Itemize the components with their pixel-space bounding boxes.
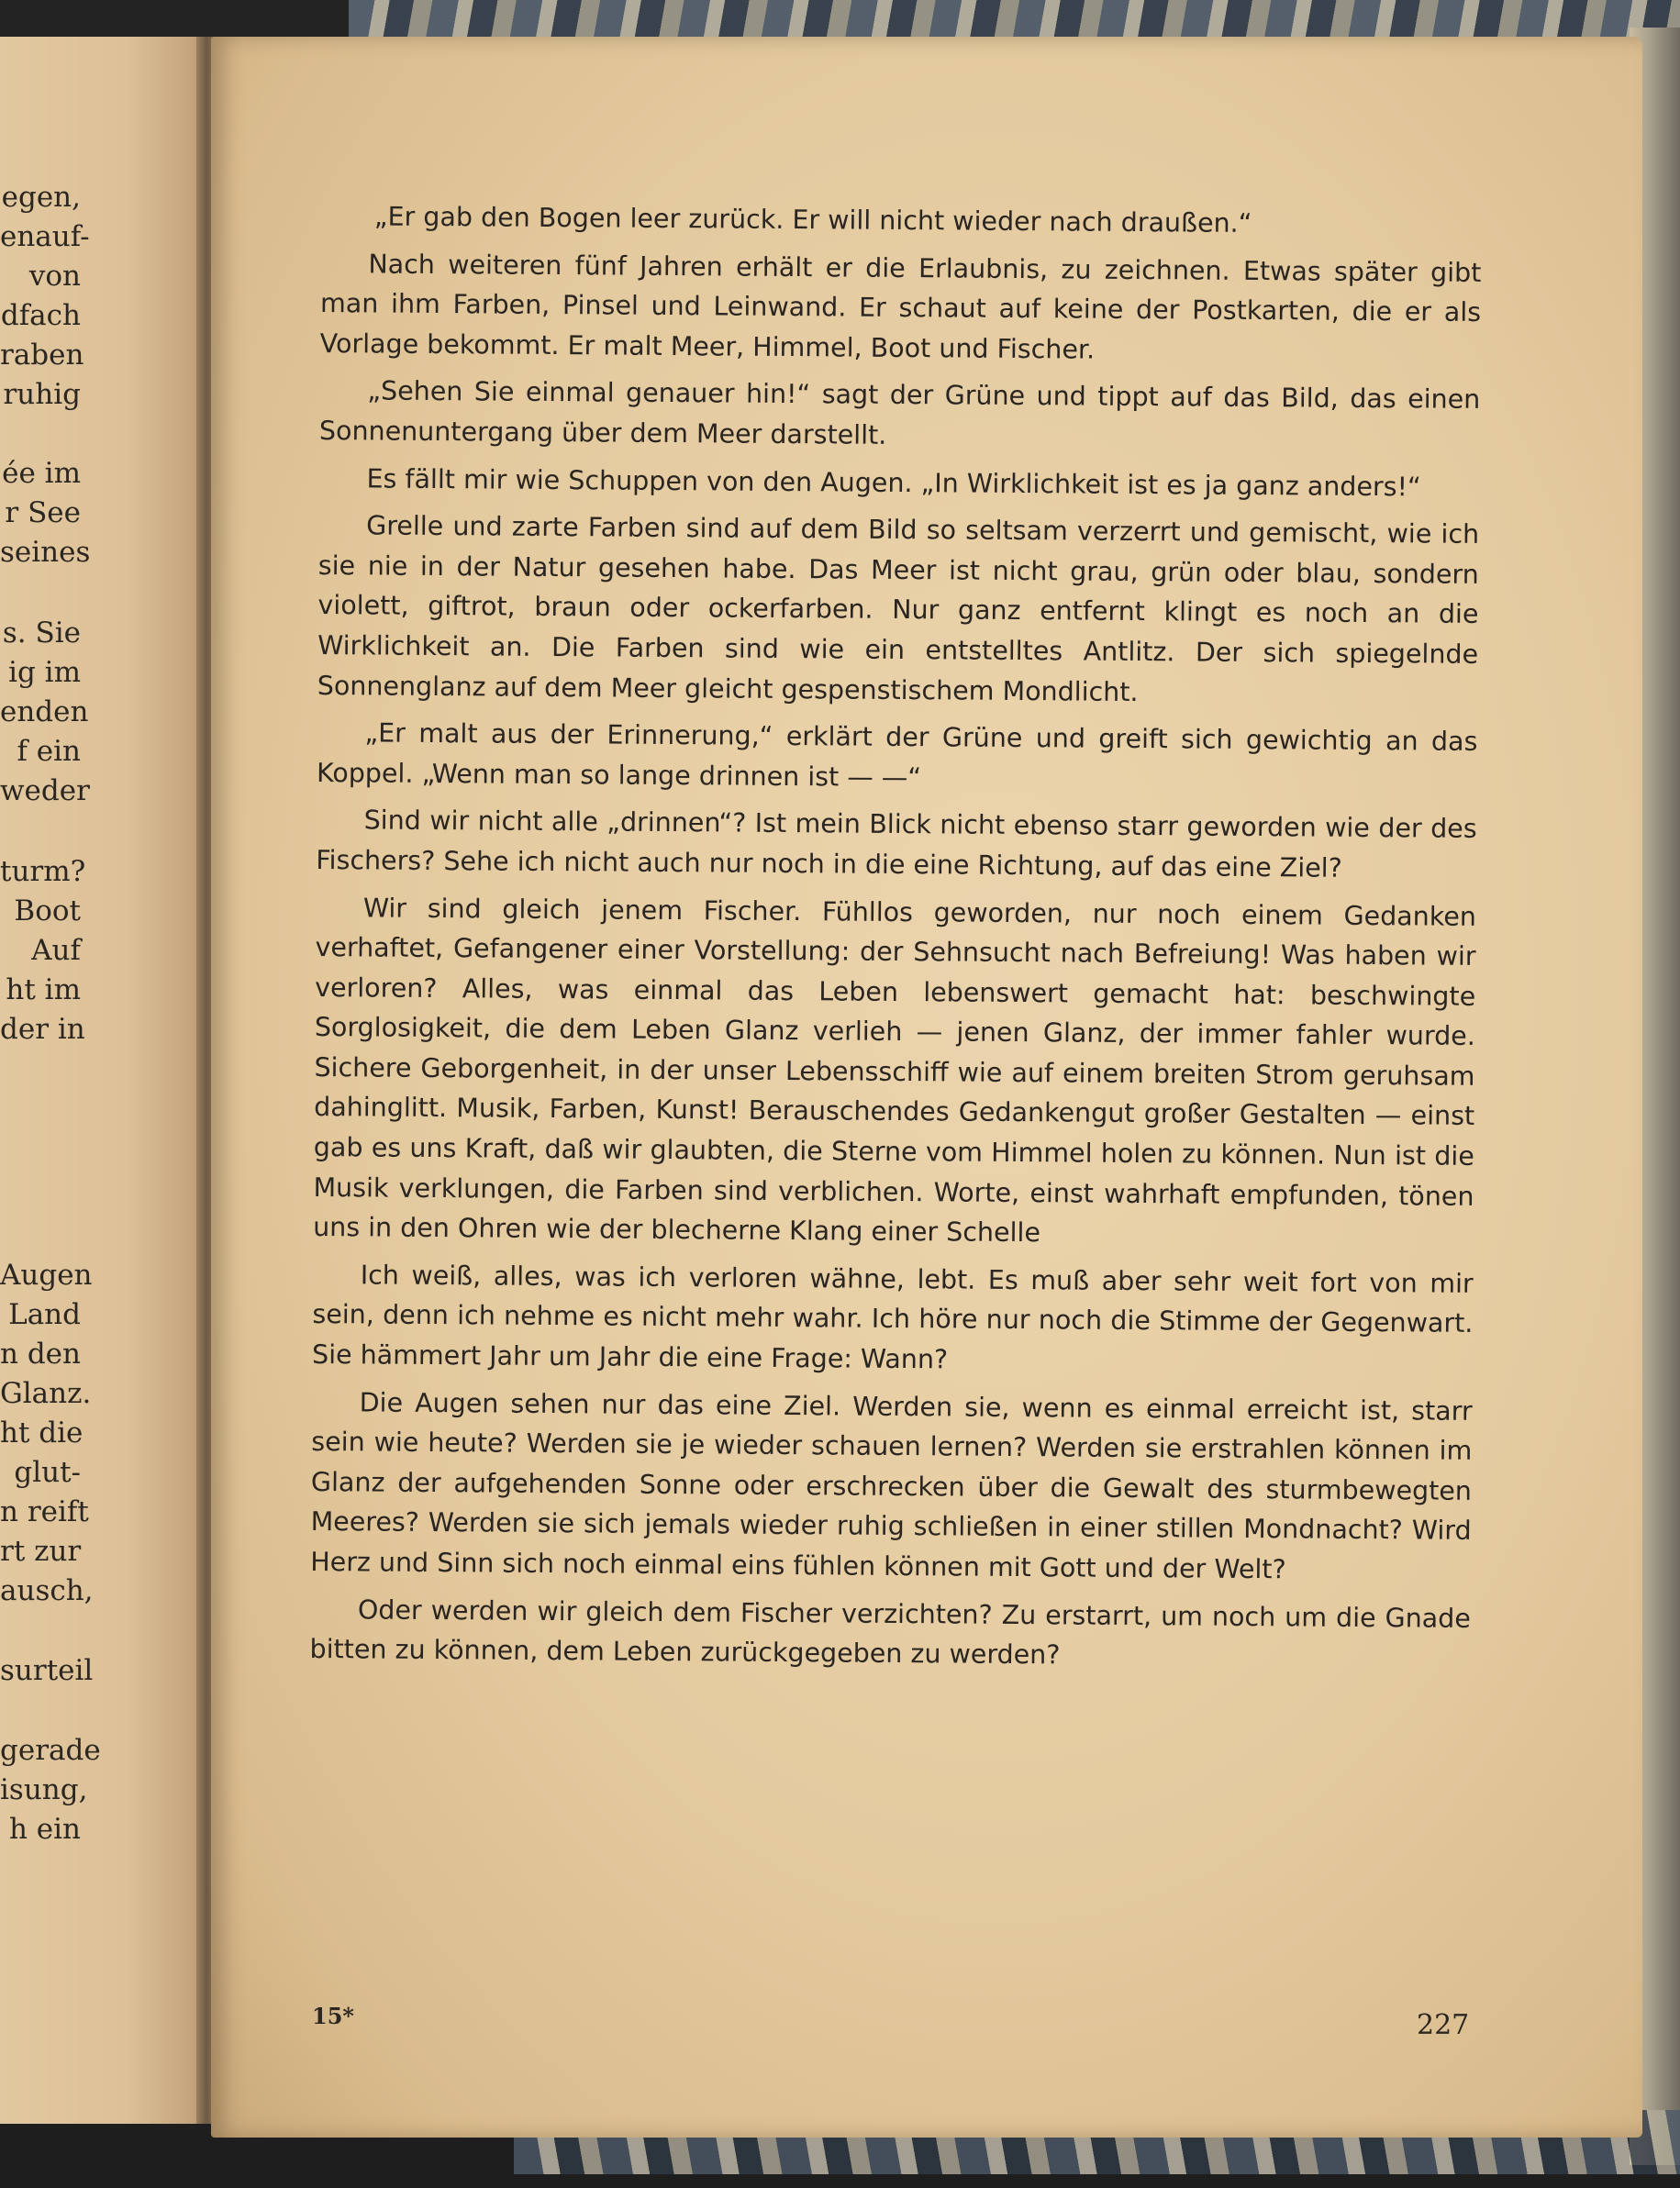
left-page-line: egen,: [1, 181, 81, 214]
left-page-line: ig im: [8, 656, 81, 689]
paragraph: „Er gab den Bogen leer zurück. Er will nicht wieder nach draußen.“: [373, 201, 1252, 239]
left-page-line: enauf-: [0, 220, 90, 253]
left-page-line: isung,: [0, 1773, 88, 1806]
left-page-line: rt zur: [0, 1535, 82, 1568]
left-page-line: ruhig: [3, 378, 81, 411]
paragraph: „Sehen Sie einmal genauer hin!“ sagt der Grüne und tippt auf das Bild, das einen Sonnenuntergang über dem Meer darstellt.: [318, 375, 1481, 450]
left-page-line: Auf: [31, 934, 81, 967]
paragraph: Grelle und zarte Farben sind auf dem Bild so seltsam verzerrt und gemischt, wie ich sie nie in der Natur gesehen habe. Das Meer ist nicht grau, grün oder blau, sondern violett, giftrot, braun oder ockerfarben. Nur ganz entfernt klingt es noch an die Wirklichkeit an. Die Farben sind wie ein entstelltes Antlitz. Der sich spiegelnde Sonnenglanz auf dem Meer gleicht gespenstischem Mondlicht.: [317, 510, 1480, 707]
left-page-line: dfach: [0, 299, 81, 332]
left-page-line: seines: [0, 536, 91, 569]
left-page-line: ht im: [6, 973, 81, 1006]
left-page-line: raben: [0, 339, 84, 372]
left-page-line: gerade: [0, 1734, 101, 1767]
left-page-line: n reift: [0, 1495, 89, 1528]
left-page-line: Boot: [14, 894, 81, 927]
left-page-line: weder: [0, 774, 90, 807]
left-page-line: glut-: [14, 1456, 81, 1489]
page-body-text: [309, 196, 1482, 1686]
paragraph: Sind wir nicht alle „drinnen“? Ist mein Blick nicht ebenso starr geworden wie der des Fischers? Sehe ich nicht auch nur noch in die eine Richtung, auf das eine Ziel?: [316, 805, 1477, 883]
left-page-line: Land: [8, 1298, 81, 1331]
left-page-line: f ein: [17, 735, 81, 768]
left-page: [0, 37, 213, 2124]
page-number: 227: [1417, 2009, 1470, 2041]
left-page-line: ht die: [0, 1416, 83, 1449]
paragraph: Oder werden wir gleich dem Fischer verzichten? Zu erstarrt, um noch um die Gnade bitten zu können, dem Leben zurückgegeben zu werden?: [309, 1594, 1471, 1671]
left-page-line: ausch,: [0, 1574, 94, 1607]
left-page-line: h ein: [8, 1813, 81, 1846]
left-page-line: von: [28, 260, 81, 293]
left-page-line: der in: [0, 1013, 85, 1046]
left-page-line: enden: [0, 695, 89, 728]
left-page-line: r See: [5, 496, 81, 529]
left-page-line: ée im: [2, 457, 81, 490]
left-page-line: Glanz.: [0, 1377, 92, 1410]
left-page-line: turm?: [0, 855, 86, 888]
paragraph: Die Augen sehen nur das eine Ziel. Werden sie, wenn es einmal erreicht ist, starr sein wie heute? Werden sie je wieder schauen lernen? Werden sie erstrahlen können im Glanz der aufgehenden Sonne oder erschrecken über die Gewalt des sturmbewegten Meeres? Werden sie sich jemals wieder ruhig schließen in einer stillen Mondnacht? Wird Herz und Sinn sich noch einmal eins fühlen können mit Gott und der Welt?: [310, 1386, 1473, 1585]
paragraph: Wir sind gleich jenem Fischer. Fühllos geworden, nur noch einem Gedanken verhaftet, Gefangener einer Vorstellung: der Sehnsucht nach Befreiung! Was haben wir verloren? Alles, was einmal das Leben lebenswert gemacht hat: beschwingte Sorglosigkeit, die dem Leben Glanz verlieh — jenen Glanz, der immer fahler wurde. Sichere Geborgenheit, in der unser Lebensschiff wie auf einem breiten Strom geruhsam dahinglitt. Musik, Farben, Kunst! Berauschendes Gedankengut großer Gestalten — einst gab es uns Kraft, daß wir glaubten, die Sterne vom Himmel holen zu können. Nun ist die Musik verklungen, die Farben sind verblichen. Worte, einst wahrhaft empfunden, tönen uns in den Ohren wie der blecherne Klang einer Schelle: [313, 892, 1477, 1249]
left-page-line: surteil: [0, 1654, 94, 1687]
paragraph: „Er malt aus der Erinnerung,“ erklärt der Grüne und greift sich gewichtig an das Koppel. „Wenn man so lange drinnen ist — —“: [316, 717, 1478, 793]
left-page-line: n den: [0, 1338, 81, 1371]
left-page-line: Augen: [0, 1259, 93, 1292]
paragraph: Ich weiß, alles, was ich verloren wähne, lebt. Es muß aber sehr weit fort von mir sein, denn ich nehme es nicht mehr wahr. Ich höre nur noch die Stimme der Gegenwart. Sie hämmert Jahr um Jahr die eine Frage: Wann?: [311, 1260, 1474, 1375]
paragraph: Nach weiteren fünf Jahren erhält er die Erlaubnis, zu zeichnen. Etwas später gibt man ihm Farben, Pinsel und Leinwand. Er schaut auf keine der Postkarten, die er als Vorlage bekommt. Er malt Meer, Himmel, Boot und Fischer.: [319, 249, 1482, 365]
paragraph: Es fällt mir wie Schuppen von den Augen. „In Wirklichkeit ist es ja ganz anders!“: [366, 462, 1421, 502]
left-page-line: s. Sie: [2, 616, 81, 650]
signature-mark: 15*: [312, 2003, 354, 2029]
